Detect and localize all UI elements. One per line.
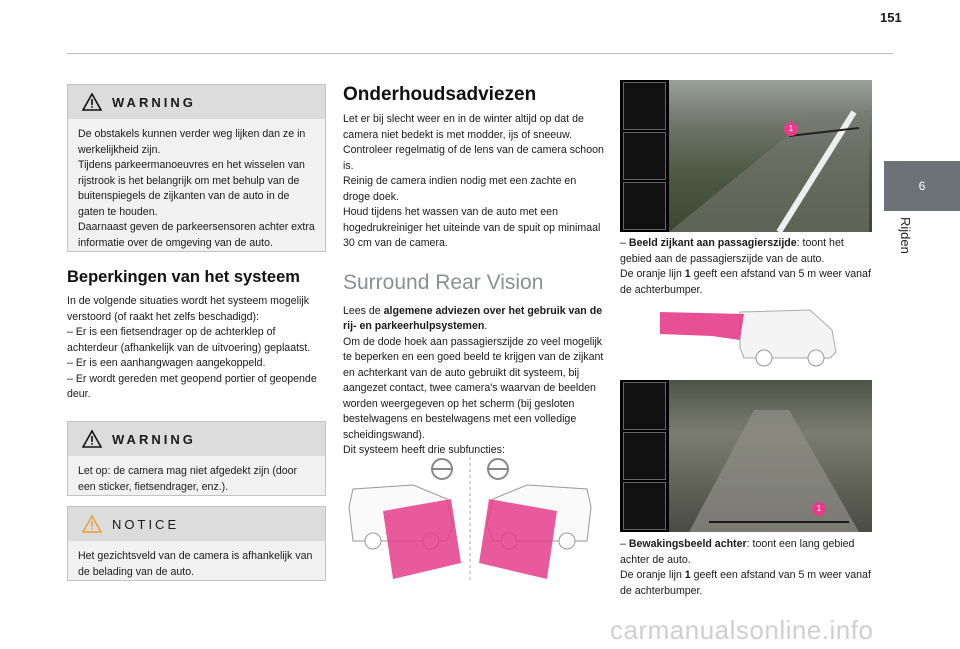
warning-header: [68, 422, 325, 456]
limitations-item-2: – Er is een aanhangwagen aangekoppeld.: [67, 357, 266, 369]
van-right: [479, 485, 591, 579]
rear-view-line: De oranje lijn 1 geeft een afstand van 5 m weer vanaf de achterbumper.: [620, 569, 871, 597]
warning-title: WARNING: [112, 431, 196, 447]
header-rule: [67, 53, 893, 54]
limitations-intro: In de volgende situaties wordt het systeem mogelijk verstoord (of raakt het zelfs beschadigd):: [67, 295, 310, 323]
road-lines: [669, 380, 872, 532]
warning-box-2: [67, 421, 326, 496]
chapter-tab[interactable]: [884, 161, 960, 211]
maintenance-section: [343, 84, 605, 459]
limitations-section: [67, 266, 329, 403]
maintenance-text: Let er bij slecht weer en in de winter altijd op dat de camera niet bedekt is met modder, ijs of sneeuw. Controleer regelmatig of de lens van de camera schoon is. Reinig de camera indien nodig met een zachte en droge doek. Houd tijdens het wassen van de auto met een hogedrukreiniger het uiteinde van de spuit op minimaal 30 cm van de camera.: [343, 113, 604, 249]
surround-lead: Lees de algemene adviezen over het gebruik van de rij- en parkeerhulpsystemen.: [343, 304, 603, 332]
warning-header: [68, 85, 325, 119]
warning-box-1: [67, 84, 326, 252]
chapter-number: 6: [918, 179, 926, 193]
view-mode-side: [623, 432, 666, 480]
limitations-title: Beperkingen van het systeem: [67, 268, 300, 286]
surround-title: Surround Rear Vision: [343, 270, 544, 294]
side-camera-view: [620, 80, 872, 232]
rear-view-desc: – Bewakingsbeeld achter: toont een lang gebied achter de auto.: [620, 538, 855, 566]
notice-header: [68, 507, 325, 541]
notice-text: Het gezichtsveld van de camera is afhankelijk van de belading van de auto.: [78, 550, 313, 578]
warning-icon: [82, 430, 102, 448]
watermark: carmanualsonline.info: [610, 615, 874, 645]
notice-box: [67, 506, 326, 581]
view-mode-rear: [623, 482, 666, 530]
notice-icon: [82, 515, 102, 533]
road-lines: [669, 80, 872, 232]
rear-view-caption: [620, 537, 878, 599]
notice-title: NOTICE: [112, 516, 180, 532]
side-view-caption: [620, 236, 878, 298]
rear-camera-view: [620, 380, 872, 532]
side-view-line: De oranje lijn 1 geeft een afstand van 5 m weer vanaf de achterbumper.: [620, 268, 871, 296]
view-mode-strip: [620, 380, 669, 532]
warning-text: De obstakels kunnen verder weg lijken dan ze in werkelijkheid zijn. Tijdens parkeermanoeuvres en het wisselen van rijstrook is het belangrijk om met behulp van de buitenspiegels de zijkanten van de auto in de gaten te houden. Daarnaast geven de parkeersensoren achter extra informatie over de omgeving van de auto.: [78, 128, 315, 249]
warning-icon: [82, 93, 102, 111]
van-left: [349, 485, 461, 579]
surround-text: Om de dode hoek aan passagierszijde zo veel mogelijk te beperken en een goed beeld te krijgen van de zijkant en achterkant van de auto gebruikt dit systeem, bij aangezet contact, twee camera's waarvan de beelden worden weergegeven op het scherm (bij gesloten bestelwagens en bestelwagens met een volledige scheidingswand). Dit systeem heeft drie subfuncties:: [343, 335, 604, 456]
side-view-desc: – Beeld zijkant aan passagierszijde: toont het gebied aan de passagierszijde van de auto.: [620, 237, 844, 265]
limitations-item-3: – Er wordt gereden met geopend portier of geopende deur.: [67, 372, 317, 400]
view-mode-top: [623, 82, 666, 130]
chapter-title: Rijden: [898, 217, 913, 254]
distance-marker-1: 1: [812, 502, 826, 516]
view-mode-rear: [623, 182, 666, 230]
view-mode-top: [623, 382, 666, 430]
warning-text: Let op: de camera mag niet afgedekt zijn (door een sticker, fietsendrager, enz.).: [78, 465, 298, 493]
view-mode-strip: [620, 80, 669, 232]
surround-vision-illustration: [343, 455, 597, 585]
van-side-illustration: [660, 300, 840, 370]
limitations-item-1: – Er is een fietsendrager op de achterklep of achterdeur (afhankelijk van de uitvoering) geplaatst.: [67, 326, 311, 354]
distance-marker-1: 1: [784, 122, 798, 136]
warning-title: WARNING: [112, 94, 196, 110]
maintenance-title: Onderhoudsadviezen: [343, 84, 537, 105]
view-mode-side: [623, 132, 666, 180]
page-number: 151: [880, 10, 902, 25]
